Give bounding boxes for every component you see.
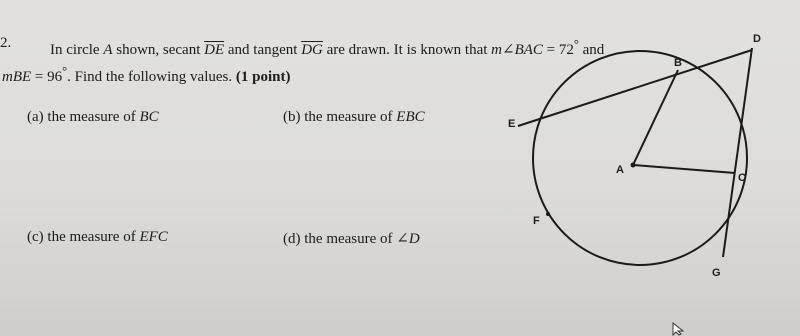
part-c-target: EFC	[139, 229, 168, 245]
label-g: G	[712, 267, 721, 279]
part-a-target: BC	[139, 109, 159, 125]
part-c: (c) the measure of EFC	[27, 229, 168, 245]
point-a-dot	[631, 163, 636, 168]
label-a: A	[616, 164, 624, 176]
question-number: 2.	[0, 35, 12, 51]
mouse-pointer-icon	[672, 322, 686, 336]
problem-line-1: In circle A shown, secant $\overline{DE}$ and tangent $\overline{DG}$ are drawn. It is known that m∠BAC = 72° and	[50, 37, 605, 58]
secant-de	[518, 50, 752, 126]
part-a: (a) the measure of BC	[27, 109, 159, 125]
degree-mark: °	[573, 37, 579, 51]
part-b-target: EBC	[396, 109, 425, 125]
arc-expression: mBE	[2, 69, 32, 85]
segment-ab	[633, 70, 678, 165]
part-d: (d) the measure of ∠D	[283, 231, 420, 247]
part-b: (b) the measure of EBC	[283, 109, 425, 125]
angle-expression: m∠BAC	[491, 42, 543, 58]
circle-name: A	[103, 42, 113, 58]
label-c: C	[738, 172, 746, 184]
circle-a	[533, 51, 747, 265]
secant-name: $\overline{DE}$	[204, 42, 225, 58]
label-b: B	[674, 57, 682, 69]
label-f: F	[533, 215, 540, 227]
points-label: (1 point)	[235, 69, 291, 85]
problem-line-2: mBE = 96°. Find the following values. (1 point)	[2, 64, 291, 85]
part-d-target: ∠D	[396, 231, 420, 247]
label-e: E	[508, 118, 516, 130]
segment-ac	[633, 165, 735, 173]
point-f-dot	[546, 212, 550, 216]
label-d: D	[753, 33, 761, 45]
tangent-name: $\overline{DG}$	[301, 42, 323, 58]
degree-mark: °	[62, 64, 68, 78]
